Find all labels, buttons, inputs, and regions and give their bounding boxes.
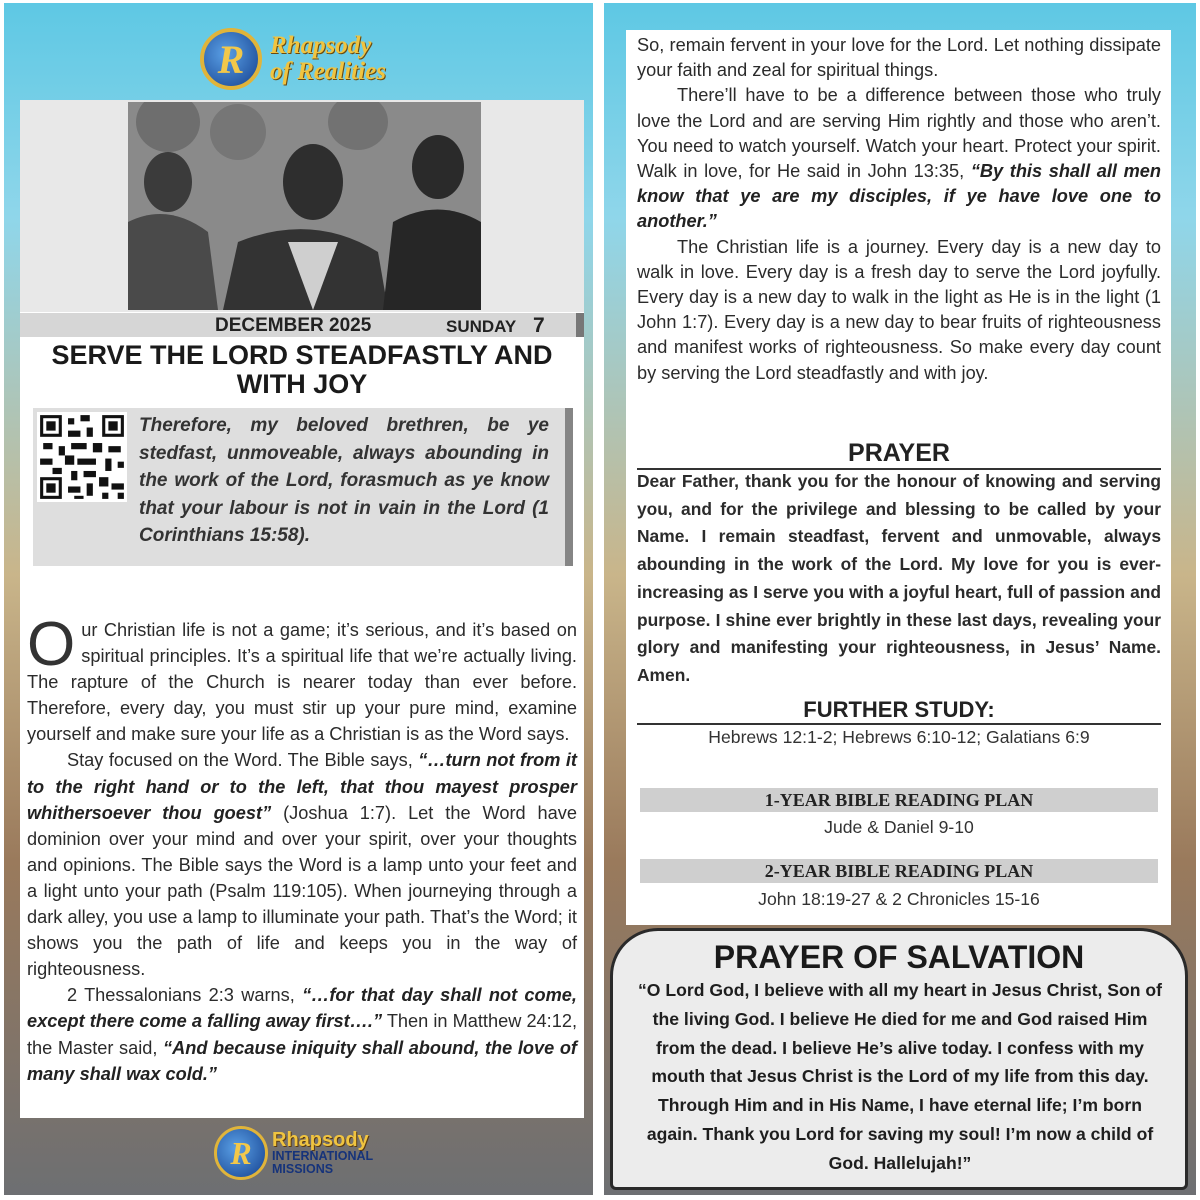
further-study-refs: Hebrews 12:1-2; Hebrews 6:10-12; Galatians 6:9 — [708, 727, 1090, 747]
paragraph-5: There’ll have to be a difference between those who truly love the Lord and are serving Him rightly and those who aren’t. You need to watch yourself. Watch your heart. Protect your spirit. Walk in love, for He said in John 13:35, “By this shall all men know that ye are my disciples, if ye have love one to another.” — [637, 85, 1161, 232]
date-band — [20, 313, 584, 337]
paragraph-4: So, remain fervent in your love for the Lord. Let nothing dissipate your faith and zeal for spiritual things. — [637, 35, 1161, 81]
globe-logo-icon: R — [200, 28, 262, 90]
brand-name — [270, 33, 386, 85]
devotional-title: SERVE THE LORD STEADFASTLY AND WITH JOY — [51, 340, 553, 399]
paragraph-6: The Christian life is a journey. Every day is a new day to walk in love. Every day is a fresh day to serve the Lord joyfully. Every day is a new day to walk in the light as He is in the light (1 John 1:7). Every day is a new day to bear fruits of righteousness and manifest works of righteousness. So make every day count by serving the Lord steadfastly and with joy. — [637, 236, 1161, 383]
brand-line-1: Rhapsody — [270, 32, 372, 59]
rhapsody-logo — [200, 28, 386, 90]
missions-logo — [214, 1126, 373, 1180]
scripture-box — [33, 408, 573, 566]
drop-cap: O — [27, 610, 76, 679]
date-band-accent — [576, 313, 584, 337]
scripture-quote: Therefore, my beloved brethren, be ye stedfast, unmoveable, always abounding in the work of the Lord, forasmuch as ye know that your labour is not in vain in the Lord (1 Corinthians 15:58). — [139, 415, 549, 546]
salvation-box — [610, 928, 1188, 1190]
two-year-plan-heading: 2-YEAR BIBLE READING PLAN — [640, 859, 1158, 883]
congregation-photo — [128, 102, 481, 310]
two-year-plan-text: John 18:19-27 & 2 Chronicles 15-16 — [758, 889, 1040, 909]
weekday: SUNDAY — [446, 317, 517, 336]
one-year-plan-heading: 1-YEAR BIBLE READING PLAN — [640, 788, 1158, 812]
day-number: 7 — [533, 314, 545, 337]
qr-code-icon[interactable] — [37, 412, 127, 502]
joshua-quote: “…turn not from it to the right hand or to the left, that thou mayest prosper whithersoever thou goest” — [27, 750, 577, 823]
devotional-body-left — [27, 610, 578, 1087]
further-study-heading: FURTHER STUDY: — [637, 697, 1161, 725]
salvation-heading: PRAYER OF SALVATION — [713, 939, 1085, 975]
salvation-prayer: “O Lord God, I believe with all my heart in Jesus Christ, Son of the living God. I believe He died for me and God raised Him from the dead. I believe He’s alive today. I confess with my mouth that Jesus Christ is the Lord of my life from this day. Through Him and in His Name, I have eternal life; I’m born again. Thank you Lord for saving my soul! I’m now a child of God. Hallelujah!” — [638, 980, 1162, 1173]
thessalonians-quote: “…for that day shall not come, except there come a falling away first….” — [27, 985, 577, 1032]
prayer-heading: PRAYER — [637, 438, 1161, 470]
photo-frame — [20, 100, 584, 312]
one-year-plan-text: Jude & Daniel 9-10 — [824, 817, 974, 837]
paragraph-3: 2 Thessalonians 2:3 warns, “…for that day shall not come, except there come a falling away first….” Then in Matthew 24:12, the Master said, “And because iniquity shall abound, the love of many shall wax cold.” — [27, 985, 578, 1084]
matthew-quote: “And because iniquity shall abound, the love of many shall wax cold.” — [27, 1037, 577, 1084]
brand-line-2: of Realities — [270, 58, 386, 85]
prayer-text: Dear Father, thank you for the honour of knowing and serving you, and for the privilege and blessing to be called by your Name. I remain steadfast, fervent and unmovable, always abounding in the work of the Lord. My love for you is ever-increasing as I serve you with a joyful heart, full of passion and purpose. I shine ever brightly in these last days, revealing your glory and manifesting your righteousness, in Jesus’ Name. Amen. — [637, 471, 1161, 685]
globe-logo-small-icon: R — [214, 1126, 268, 1180]
devotional-body-right — [637, 33, 1161, 386]
paragraph-2: Stay focused on the Word. The Bible says, “…turn not from it to the right hand or to the left, that thou mayest prosper whithersoever thou goest” (Joshua 1:7). Let the Word have dominion over your mind and over your spirit, over your thoughts and opinions. The Bible says the Word is a lamp unto your feet and a light unto your path (Psalm 119:105). When journeying through a dark alley, you use a lamp to illuminate your path. That’s the Word; it shows you the path of life and keeps you in the way of righteousness. — [27, 750, 577, 980]
missions-text: Rhapsody INTERNATIONAL MISSIONS — [272, 1129, 374, 1176]
paragraph-1: Our Christian life is not a game; it’s serious, and it’s based on spiritual principles. It’s a spiritual life that we’re actually living. The rapture of the Church is nearer today than ever before. Therefore, every day, you must stir up your pure mind, examine yourself and make sure your life as a Christian is as the Word says. — [27, 610, 577, 745]
month-year: DECEMBER 2025 — [215, 315, 372, 336]
john-quote: “By this shall all men know that ye are my disciples, if ye have love one to another.” — [637, 161, 1161, 232]
